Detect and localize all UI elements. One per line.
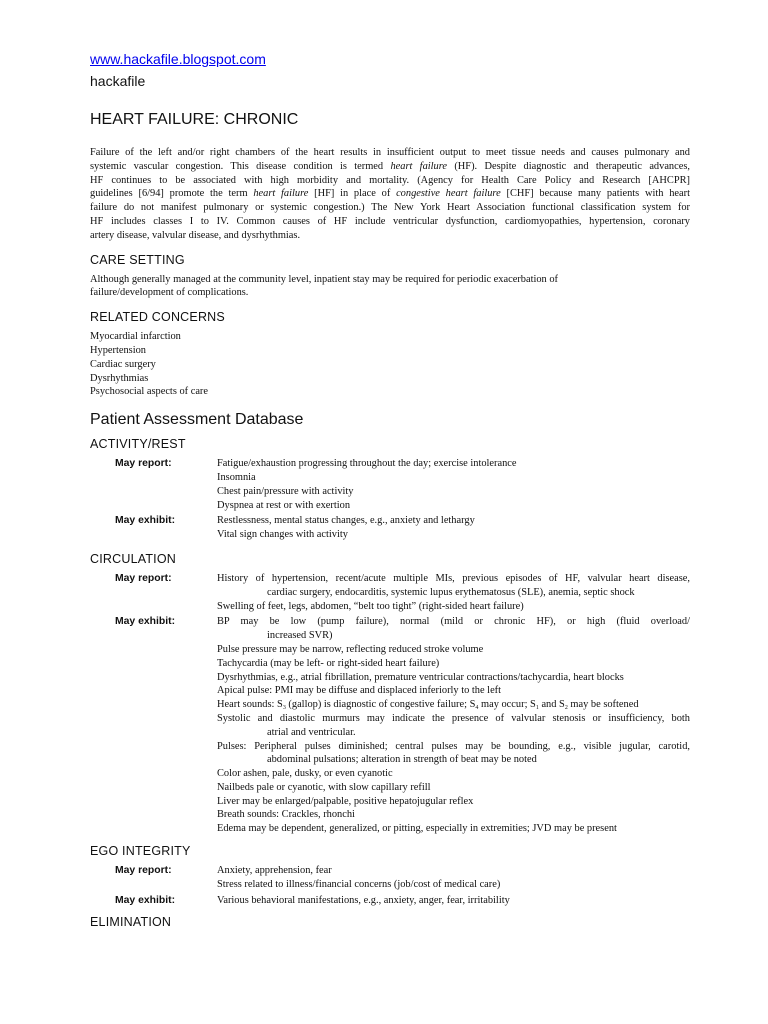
activity-rest-heading: ACTIVITY/REST <box>90 437 186 452</box>
list-item: Anxiety, apprehension, fear <box>217 865 332 877</box>
list-item: Tachycardia (may be left- or right-sided heart failure) <box>217 657 440 669</box>
document-page <box>90 50 690 930</box>
activity-report-row <box>90 457 690 512</box>
elimination-heading: ELIMINATION <box>90 915 172 930</box>
may-report-label: May report: <box>115 865 172 877</box>
circulation-heading: CIRCULATION <box>90 551 177 566</box>
site-link[interactable]: www.hackafile.blogspot.com <box>90 51 266 67</box>
list-item: Stress related to illness/financial concerns (job/cost of medical care) <box>217 878 501 890</box>
related-concerns-heading: RELATED CONCERNS <box>90 310 225 325</box>
list-item: Dysrhythmias, e.g., atrial fibrillation, premature ventricular contractions/tachycardia, heart blocks <box>217 671 624 683</box>
list-item: Liver may be enlarged/palpable, positive hepatojugular reflex <box>217 795 474 807</box>
circulation-exhibit-row <box>90 615 690 836</box>
emphasized-term: heart failure <box>390 160 448 172</box>
ego-report-row <box>90 864 690 892</box>
list-item: Various behavioral manifestations, e.g., anxiety, anger, fear, irritability <box>217 894 510 906</box>
intro-line: systemic vascular congestion. This disease condition is termed heart failure (HF). Despite diagnostic and therapeutic advances, <box>90 160 690 172</box>
list-item: Psychosocial aspects of care <box>90 386 209 398</box>
site-name: hackafile <box>90 73 146 89</box>
emphasized-term: congestive heart failure <box>396 188 501 200</box>
list-item: Swelling of feet, legs, abdomen, “belt too tight” (right-sided heart failure) <box>217 600 524 612</box>
care-setting-heading: CARE SETTING <box>90 252 185 267</box>
list-item: Vital sign changes with activity <box>217 529 348 541</box>
ego-exhibit-row <box>90 894 690 908</box>
list-item: Breath sounds: Crackles, rhonchi <box>217 809 355 821</box>
related-concerns-list <box>90 330 690 399</box>
intro-line: HF continues to be associated with high morbidity and mortality. (Agency for Health Care Policy and Research [AHCPR] <box>90 174 690 186</box>
intro-line: guidelines [6/94] promote the term heart failure [HF] in place of congestive heart failure [CHF] because many patients with heart <box>90 188 690 200</box>
list-item: Dyspnea at rest or with exertion <box>217 499 351 511</box>
list-item: Insomnia <box>217 471 256 483</box>
list-item: Nailbeds pale or cyanotic, with slow capillary refill <box>217 781 431 793</box>
intro-line: failure do not manifest pulmonary or systemic congestion.) The New York Heart Association functional classification system for <box>90 202 690 214</box>
list-item: Dysrhythmias <box>90 372 149 384</box>
assessment-database-title: Patient Assessment Database <box>90 411 304 429</box>
list-item: Restlessness, mental status changes, e.g., anxiety and lethargy <box>217 515 475 527</box>
list-item-continuation: increased SVR) <box>267 630 333 642</box>
list-item: Edema may be dependent, generalized, or pitting, especially in extremities; JVD may be present <box>217 823 617 835</box>
list-item: Pulses: Peripheral pulses diminished; central pulses may be bounding, e.g., visible jugular, carotid, <box>217 740 690 752</box>
heart-sounds-item: Heart sounds: $S_3$ (gallop) is diagnostic of congestive failure; $S_4$ may occur; $S_1$ and $S_2$ may be softened <box>217 699 639 712</box>
list-item: Pulse pressure may be narrow, reflecting reduced stroke volume <box>217 643 484 655</box>
list-item: Cardiac surgery <box>90 358 156 370</box>
circulation-report-row <box>90 572 690 613</box>
list-item: Myocardial infarction <box>90 331 181 343</box>
list-item: Chest pain/pressure with activity <box>217 485 354 497</box>
may-exhibit-label: May exhibit: <box>115 616 176 628</box>
list-item: Apical pulse: PMI may be diffuse and displaced inferiorly to the left <box>217 685 502 697</box>
list-item-continuation: cardiac surgery, endocarditis, systemic lupus erythematosus (SLE), anemia, septic shock <box>267 586 635 598</box>
intro-line: Failure of the left and/or right chambers of the heart results in insufficient output to meet tissue needs and causes pulmonary and <box>90 147 690 158</box>
ego-integrity-heading: EGO INTEGRITY <box>90 844 191 859</box>
list-item: Fatigue/exhaustion progressing throughout the day; exercise intolerance <box>217 458 517 470</box>
care-setting-text: Although generally managed at the community level, inpatient stay may be required for periodic exacerbation of failure/development of complications. <box>90 273 558 299</box>
may-exhibit-label: May exhibit: <box>115 894 176 906</box>
list-item: BP may be low (pump failure), normal (mild or chronic HF), or high (fluid overload/ <box>217 616 690 628</box>
intro-line: artery disease, valvular disease, and dysrhythmias. <box>90 229 301 241</box>
list-item-continuation: abdominal pulsations; alteration in strength of beat may be noted <box>267 754 537 766</box>
activity-exhibit-row <box>90 514 690 542</box>
list-item: Systolic and diastolic murmurs may indicate the presence of valvular stenosis or insufficiency, both <box>217 712 690 724</box>
may-report-label: May report: <box>115 458 172 470</box>
list-item: History of hypertension, recent/acute multiple MIs, previous episodes of HF, valvular heart disease, <box>217 572 690 584</box>
intro-paragraph <box>90 146 690 243</box>
emphasized-term: heart failure <box>253 188 309 200</box>
list-item-continuation: atrial and ventricular. <box>267 726 356 738</box>
document-title: HEART FAILURE: CHRONIC <box>90 111 299 128</box>
intro-line: HF includes classes I to IV. Common causes of HF include ventricular dysfunction, cardiomyopathies, hypertension, coronary <box>90 215 690 227</box>
list-item: Color ashen, pale, dusky, or even cyanotic <box>217 768 393 780</box>
may-exhibit-label: May exhibit: <box>115 515 176 527</box>
list-item: Hypertension <box>90 344 146 356</box>
may-report-label: May report: <box>115 572 172 584</box>
